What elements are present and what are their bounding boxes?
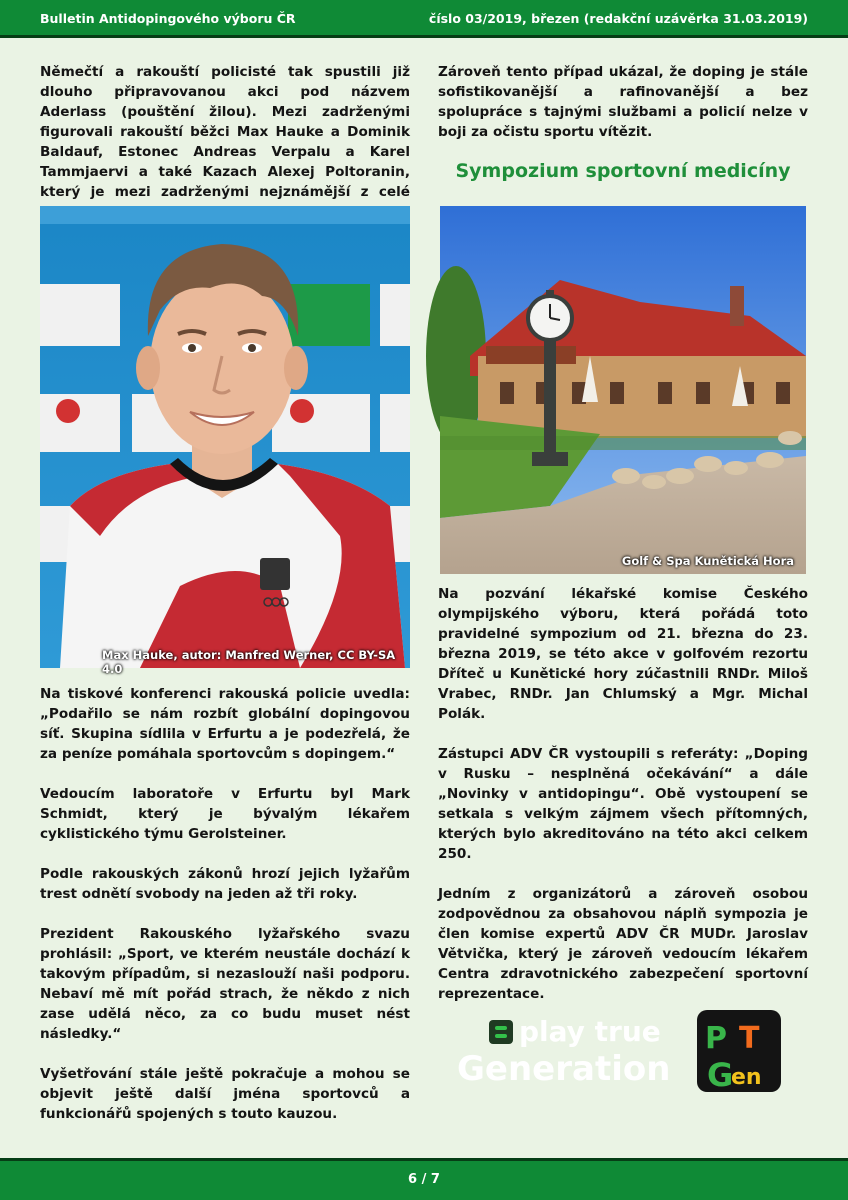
paragraph: Němečtí a rakouští policisté tak spustili již dlouho připravovanou akci pod názvem Aderlass (pouštění žilou). Mezi zadrženými figurovali rakouští běžci Max Hauke a Dominik Baldauf, Estonec Andreas Verpalu a Karel Tammjaervi a také Kazach Alexej Poltoranin, který je mezi zadrženými nejznámější z celé (40, 64, 410, 200)
athlete-photo (40, 206, 410, 676)
badge-letters-en: en (731, 1065, 762, 1090)
logo-line2: Generation (457, 1049, 671, 1089)
left-column-bottom (40, 684, 410, 1124)
logo-line1: play true (519, 1015, 661, 1048)
play-true-generation-logo-image (455, 1008, 785, 1098)
paragraph: Jedním z organizátorů a zároveň osobou zodpovědnou za obsahovou náplň sympozia je člen komise expertů ADV ČR MUDr. Jaroslav Větvička, který je zároveň vedoucím lékařem Centra zdravotnického zabezpečení sportovní reprezentace. (438, 886, 808, 1002)
badge-letter-g: G (707, 1056, 734, 1094)
photo-caption: Golf & Spa Kunětická Hora (621, 554, 794, 568)
page-header (0, 0, 848, 38)
issue-info: číslo 03/2019, březen (redakční uzávěrka 31.03.2019) (428, 11, 808, 26)
paragraph: Na tiskové konferenci rakouská policie uvedla: „Podařilo se nám rozbít globální dopingovou síť. Skupina sídlila v Erfurtu a je podezřelá, že za peníze pomáhala sportovcům s dopingem.“ (40, 686, 410, 762)
paragraph: Vyšetřování stále ještě pokračuje a mohou se objevit ještě další jména sportovců a funkcionářů spojených s touto kauzou. (40, 1066, 410, 1122)
paragraph: Zástupci ADV ČR vystoupili s referáty: „Doping v Rusku – nesplněná očekávání“ a dále „Novinky v antidopingu“. Obě vystoupení se setkala s velkým zájmem všech přítomných, kterých bylo akreditováno na této akci celkem 250. (438, 746, 808, 862)
resort-photo (440, 206, 806, 574)
resort-photo-image (440, 206, 806, 574)
bulletin-title: Bulletin Antidopingového výboru ČR (40, 11, 296, 26)
page-number: 6 / 7 (408, 1172, 440, 1187)
left-column-top (40, 62, 410, 222)
paragraph: Podle rakouských zákonů hrozí jejich lyžařům trest odnětí svobody na jeden až tři roky. (40, 866, 410, 902)
section-heading: Sympozium sportovní medicíny (455, 160, 791, 182)
right-column-top (438, 62, 808, 142)
play-true-generation-logo (455, 1008, 785, 1098)
page-footer (0, 1158, 848, 1200)
paragraph: Vedoucím laboratoře v Erfurtu byl Mark Schmidt, který je bývalým lékařem cyklistického týmu Gerolsteiner. (40, 786, 410, 842)
paragraph: Na pozvání lékařské komise Českého olympijského výboru, která pořádá toto pravidelné sympozium od 21. března do 23. března 2019, se této akce v golfovém rezortu Dříteč u Kunětické hory zúčastnili RNDr. Miloš Vrabec, RNDr. Jan Chlumský a Mgr. Michal Polák. (438, 586, 808, 722)
photo-caption: Max Hauke, autor: Manfred Werner, CC BY-SA 4.0 (102, 648, 396, 676)
paragraph: Prezident Rakouského lyžařského svazu prohlásil: „Sport, ve kterém neustále dochází k takovým případům, si nezaslouží naši podporu. Nebaví mě mít pořád strach, že někdo z nich zase udělá něco, za co budu muset nést následky.“ (40, 926, 410, 1042)
right-column-bottom (438, 584, 808, 1004)
athlete-photo-image (40, 206, 410, 668)
badge-letter-p: P (705, 1021, 727, 1056)
paragraph: Zároveň tento případ ukázal, že doping je stále sofistikovanější a rafinovanější a bez spolupráce s tajnými službami a policií nelze v boji za očistu sportu vítězit. (438, 64, 808, 140)
badge-letter-t: T (739, 1021, 760, 1056)
